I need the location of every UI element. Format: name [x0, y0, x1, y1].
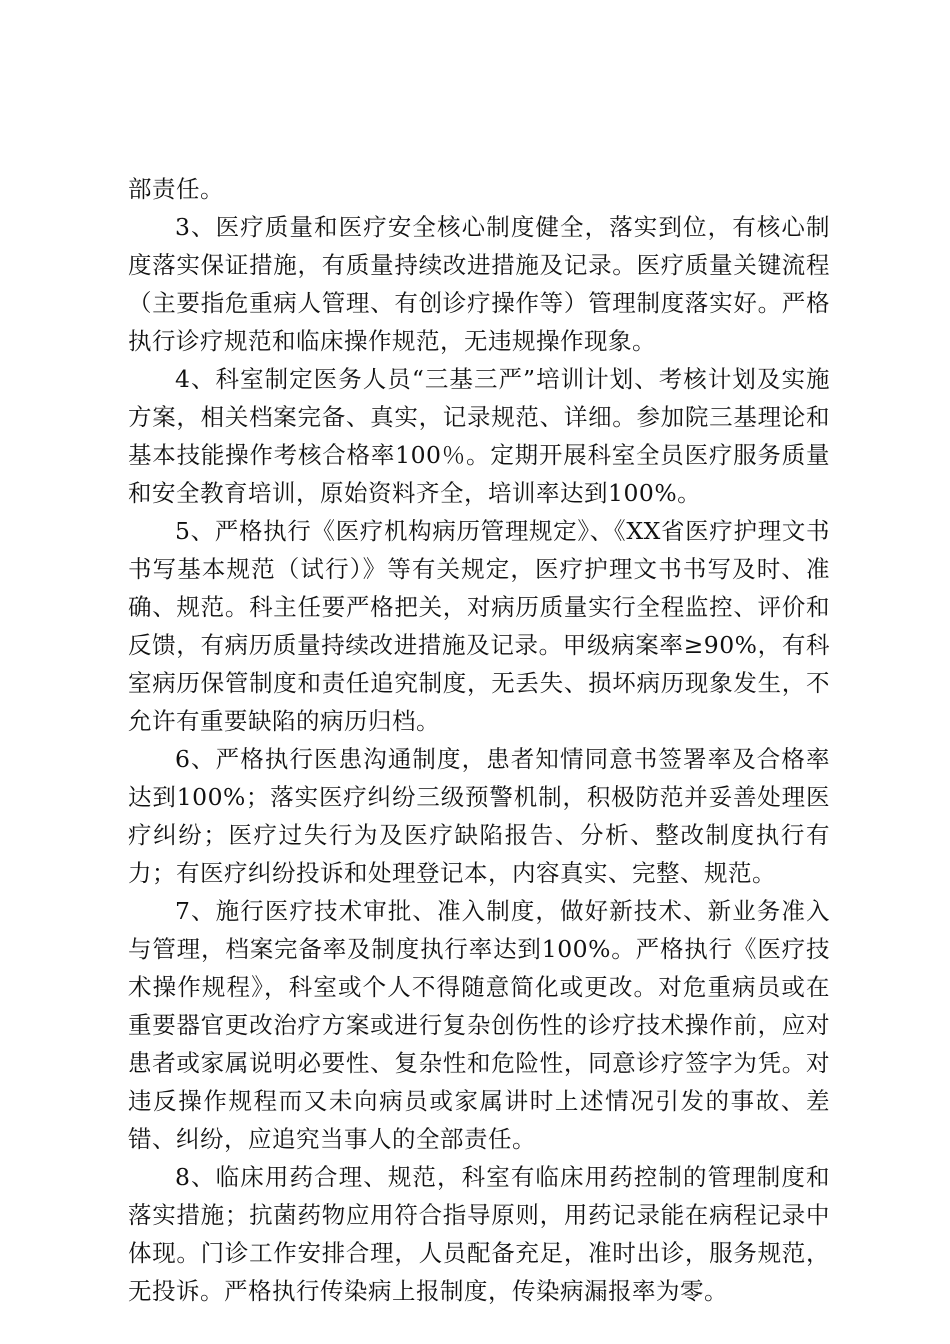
paragraph-item-8: 8、临床用药合理、规范，科室有临床用药控制的管理制度和落实措施；抗菌药物应用符合指导原则，用药记录能在病程记录中体现。门诊工作安排合理，人员配备充足，准时出诊，服务规范，无投诉。严格执行传染病上报制度，传染病漏报率为零。 — [128, 1163, 830, 1305]
paragraph-item-7: 7、施行医疗技术审批、准入制度，做好新技术、新业务准入与管理，档案完备率及制度执行率达到100%。严格执行《医疗技术操作规程》，科室或个人不得随意简化或更改。对危重病员或在重要器官更改治疗方案或进行复杂创伤性的诊疗技术操作前，应对患者或家属说明必要性、复杂性和危险性，同意诊疗签字为凭。对违反操作规程而又未向病员或家属讲时上述情况引发的事故、差错、纠纷，应追究当事人的全部责任。 — [128, 897, 830, 1153]
paragraph-item-6: 6、严格执行医患沟通制度，患者知情同意书签署率及合格率达到100%；落实医疗纠纷三级预警机制，积极防范并妥善处理医疗纠纷；医疗过失行为及医疗缺陷报告、分析、整改制度执行有力；有医疗纠纷投诉和处理登记本，内容真实、完整、规范。 — [128, 745, 830, 887]
paragraph-continuation: 部责任。 — [128, 175, 224, 203]
paragraph-item-3: 3、医疗质量和医疗安全核心制度健全，落实到位，有核心制度落实保证措施，有质量持续改进措施及记录。医疗质量关键流程（主要指危重病人管理、有创诊疗操作等）管理制度落实好。严格执行诊疗规范和临床操作规范，无违规操作现象。 — [128, 213, 830, 355]
paragraph-item-5: 5、严格执行《医疗机构病历管理规定》、《XX省医疗护理文书书写基本规范（试行）》等有关规定，医疗护理文书书写及时、准确、规范。科主任要严格把关，对病历质量实行全程监控、评价和反馈，有病历质量持续改进措施及记录。甲级病案率≥90%，有科室病历保管制度和责任追究制度，无丢失、损坏病历现象发生，不允许有重要缺陷的病历归档。 — [128, 517, 830, 735]
document-body — [128, 170, 830, 1310]
paragraph-item-4: 4、科室制定医务人员“三基三严”培训计划、考核计划及实施方案，相关档案完备、真实，记录规范、详细。参加院三基理论和基本技能操作考核合格率100％。定期开展科室全员医疗服务质量和安全教育培训，原始资料齐全，培训率达到100%。 — [128, 365, 830, 507]
